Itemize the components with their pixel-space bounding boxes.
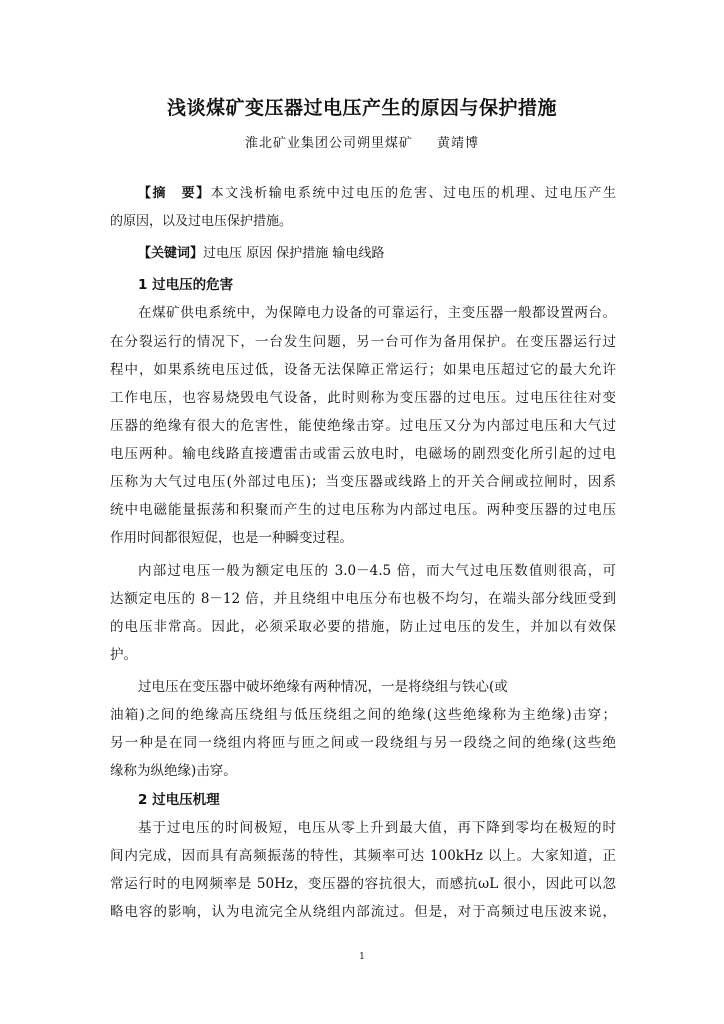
body-line: 的电压非常高。因此，必须采取必要的措施，防止过电压的发生，并加以有效保: [110, 619, 616, 635]
body-line: 略电容的影响，认为电流完全从绕组内部流过。但是，对于高频过电压波来说，: [110, 904, 616, 920]
abstract: [110, 180, 616, 236]
body-line: 压称为大气过电压(外部过电压)；当变压器或线路上的开关合闸或拉闸时，因系: [110, 474, 616, 490]
abstract-line: [110, 180, 616, 208]
body-line: 内部过电压一般为额定电压的 3.0－4.5 倍，而大气过电压数值则很高，可: [138, 563, 616, 579]
body-line: 工作电压，也容易烧毁电气设备，此时则称为变压器的过电压。过电压往往对变: [110, 390, 616, 406]
body-line: 油箱)之间的绝缘高压绕组与低压绕组之间的绝缘(这些绝缘称为主绝缘)击穿；: [110, 707, 616, 723]
page-number: 1: [359, 952, 365, 962]
body-line: 在煤矿供电系统中，为保障电力设备的可靠运行，主变压器一般都设置两台。: [138, 305, 616, 321]
body-line: 常运行时的电网频率是 50Hz，变压器的容抗很大，而感抗ωL 很小，因此可以忽: [110, 876, 616, 892]
section-heading: 2 过电压机理: [138, 792, 220, 808]
author-name: 黄靖博: [437, 136, 480, 151]
body-line: 程中，如果系统电压过低，设备无法保障正常运行；如果电压超过它的最大允许: [110, 362, 616, 378]
abstract-text-2: 的原因，以及过电压保护措施。: [110, 214, 293, 229]
body-line: 统中电磁能量振荡和积聚而产生的过电压称为内部过电压。两种变压器的过电压: [110, 502, 616, 518]
paper-title: 浅谈煤矿变压器过电压产生的原因与保护措施: [166, 97, 557, 119]
keywords-text: 过电压 原因 保护措施 输电线路: [203, 246, 385, 261]
body-line: 压器的绝缘有很大的危害性，能使绝缘击穿。过电压又分为内部过电压和大气过: [110, 418, 616, 434]
keywords: [110, 240, 616, 268]
body-line: 间内完成，因而具有高频振荡的特性，其频率可达 100kHz 以上。大家知道，正: [110, 848, 616, 864]
body-line: 护。: [110, 647, 137, 663]
section-heading: 1 过电压的危害: [138, 277, 234, 293]
body-line: 缘称为纵绝缘)击穿。: [110, 763, 237, 779]
abstract-text-1: 本文浅析输电系统中过电压的危害、过电压的机理、过电压产生: [210, 186, 616, 201]
body-line: 基于过电压的时间极短，电压从零上升到最大值，再下降到零均在极短的时: [138, 820, 616, 836]
keywords-label: 【关键词】: [138, 246, 204, 261]
author-affiliation: 淮北矿业集团公司朔里煤矿: [244, 136, 413, 151]
author-line: [0, 132, 724, 151]
body-line: 作用时间都很短促，也是一种瞬变过程。: [110, 530, 353, 546]
body-line: 过电压在变压器中破坏绝缘有两种情况，一是将绕组与铁心(或: [138, 679, 508, 695]
body-line: 电压两种。输电线路直接遭雷击或雷云放电时，电磁场的剧烈变化所引起的过电: [110, 446, 616, 462]
body-line: 在分裂运行的情况下，一台发生问题，另一台可作为备用保护。在变压器运行过: [110, 334, 616, 350]
abstract-label: 【摘 要】: [138, 186, 211, 201]
body-line: 另一种是在同一绕组内将匝与匝之间或一段绕组与另一段绕之间的绝缘(这些绝: [110, 735, 616, 751]
body-line: 达额定电压的 8－12 倍，并且绕组中电压分布也极不均匀，在端头部分线匝受到: [110, 591, 616, 607]
